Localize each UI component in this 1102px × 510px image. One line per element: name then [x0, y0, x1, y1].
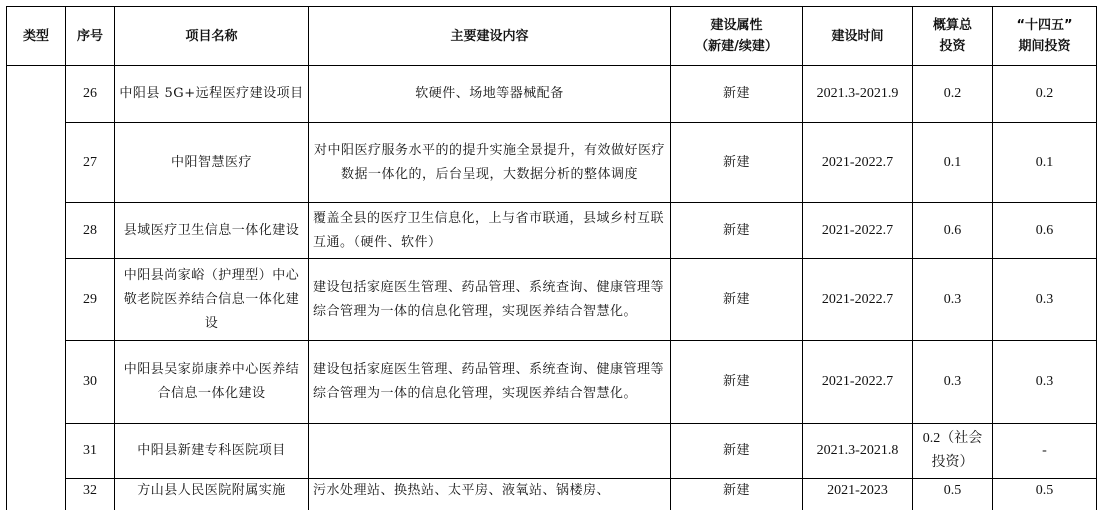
- header-time: 建设时间: [803, 7, 913, 66]
- table-row: [7, 259, 1097, 341]
- seq-cell: 28: [66, 203, 115, 259]
- time-cell: 2021.3-2021.9: [803, 66, 913, 123]
- invest-cell: 0.1: [913, 123, 993, 203]
- content-cell: 软硬件、场地等器械配备: [309, 66, 671, 123]
- table-row: [7, 203, 1097, 259]
- content-cell: 覆盖全县的医疗卫生信息化，上与省市联通，县域乡村互联互通。（硬件、软件）: [309, 203, 671, 259]
- attr-cell: 新建: [671, 341, 803, 424]
- attr-cell: 新建: [671, 259, 803, 341]
- seq-cell: 27: [66, 123, 115, 203]
- invest-cell: 0.5: [913, 479, 993, 510]
- header-row: [7, 7, 1097, 66]
- time-cell: 2021-2022.7: [803, 123, 913, 203]
- time-cell: 2021-2022.7: [803, 341, 913, 424]
- table-row: [7, 424, 1097, 479]
- time-cell: 2021-2023: [803, 479, 913, 510]
- header-attr: [671, 7, 803, 66]
- header-period: [993, 7, 1097, 66]
- attr-cell: 新建: [671, 479, 803, 510]
- header-content: 主要建设内容: [309, 7, 671, 66]
- invest-cell: 0.6: [913, 203, 993, 259]
- content-cell: 对中阳医疗服务水平的的提升实施全景提升，有效做好医疗数据一体化的，后台呈现，大数据分析的整体调度: [309, 123, 671, 203]
- table-row: [7, 479, 1097, 510]
- seq-cell: 32: [66, 479, 115, 510]
- period-cell: -: [993, 424, 1097, 479]
- content-cell: 建设包括家庭医生管理、药品管理、系统查询、健康管理等综合管理为一体的信息化管理，实现医养结合智慧化。: [309, 259, 671, 341]
- name-cell: 县域医疗卫生信息一体化建设: [115, 203, 309, 259]
- name-cell: 中阳县 5G+远程医疗建设项目: [115, 66, 309, 123]
- seq-cell: 31: [66, 424, 115, 479]
- table-row: [7, 66, 1097, 123]
- attr-cell: 新建: [671, 203, 803, 259]
- seq-cell: 30: [66, 341, 115, 424]
- project-table: [6, 6, 1097, 510]
- time-cell: 2021-2022.7: [803, 203, 913, 259]
- seq-cell: 26: [66, 66, 115, 123]
- content-cell: 污水处理站、换热站、太平房、液氧站、锅楼房、: [309, 479, 671, 510]
- invest-cell: 0.3: [913, 259, 993, 341]
- name-cell: 中阳县尚家峪（护理型）中心敬老院医养结合信息一体化建设: [115, 259, 309, 341]
- header-invest-line1: 概算总: [932, 18, 972, 33]
- period-cell: 0.2: [993, 66, 1097, 123]
- attr-cell: 新建: [671, 66, 803, 123]
- header-name: 项目名称: [115, 7, 309, 66]
- table-row: [7, 123, 1097, 203]
- name-cell: 中阳县吴家峁康养中心医养结合信息一体化建设: [115, 341, 309, 424]
- header-attr-line2: （新建/续建）: [695, 39, 778, 54]
- name-cell: 方山县人民医院附属实施: [115, 479, 309, 510]
- period-cell: 0.5: [993, 479, 1097, 510]
- header-period-line2: 期间投资: [1018, 39, 1071, 54]
- attr-cell: 新建: [671, 123, 803, 203]
- invest-cell: 0.2（社会投资）: [913, 424, 993, 479]
- time-cell: 2021.3-2021.8: [803, 424, 913, 479]
- period-cell: 0.3: [993, 259, 1097, 341]
- period-cell: 0.1: [993, 123, 1097, 203]
- type-cell: [7, 66, 66, 510]
- content-cell: 建设包括家庭医生管理、药品管理、系统查询、健康管理等综合管理为一体的信息化管理，实现医养结合智慧化。: [309, 341, 671, 424]
- invest-cell: 0.3: [913, 341, 993, 424]
- header-seq: 序号: [66, 7, 115, 66]
- header-invest: [913, 7, 993, 66]
- period-cell: 0.3: [993, 341, 1097, 424]
- header-period-line1: “十四五”: [1016, 18, 1073, 33]
- name-cell: 中阳县新建专科医院项目: [115, 424, 309, 479]
- time-cell: 2021-2022.7: [803, 259, 913, 341]
- content-cell: [309, 424, 671, 479]
- attr-cell: 新建: [671, 424, 803, 479]
- name-cell: 中阳智慧医疗: [115, 123, 309, 203]
- invest-cell: 0.2: [913, 66, 993, 123]
- header-invest-line2: 投资: [939, 39, 966, 54]
- header-attr-line1: 建设属性: [710, 18, 763, 33]
- period-cell: 0.6: [993, 203, 1097, 259]
- table-row: [7, 341, 1097, 424]
- header-type: 类型: [7, 7, 66, 66]
- seq-cell: 29: [66, 259, 115, 341]
